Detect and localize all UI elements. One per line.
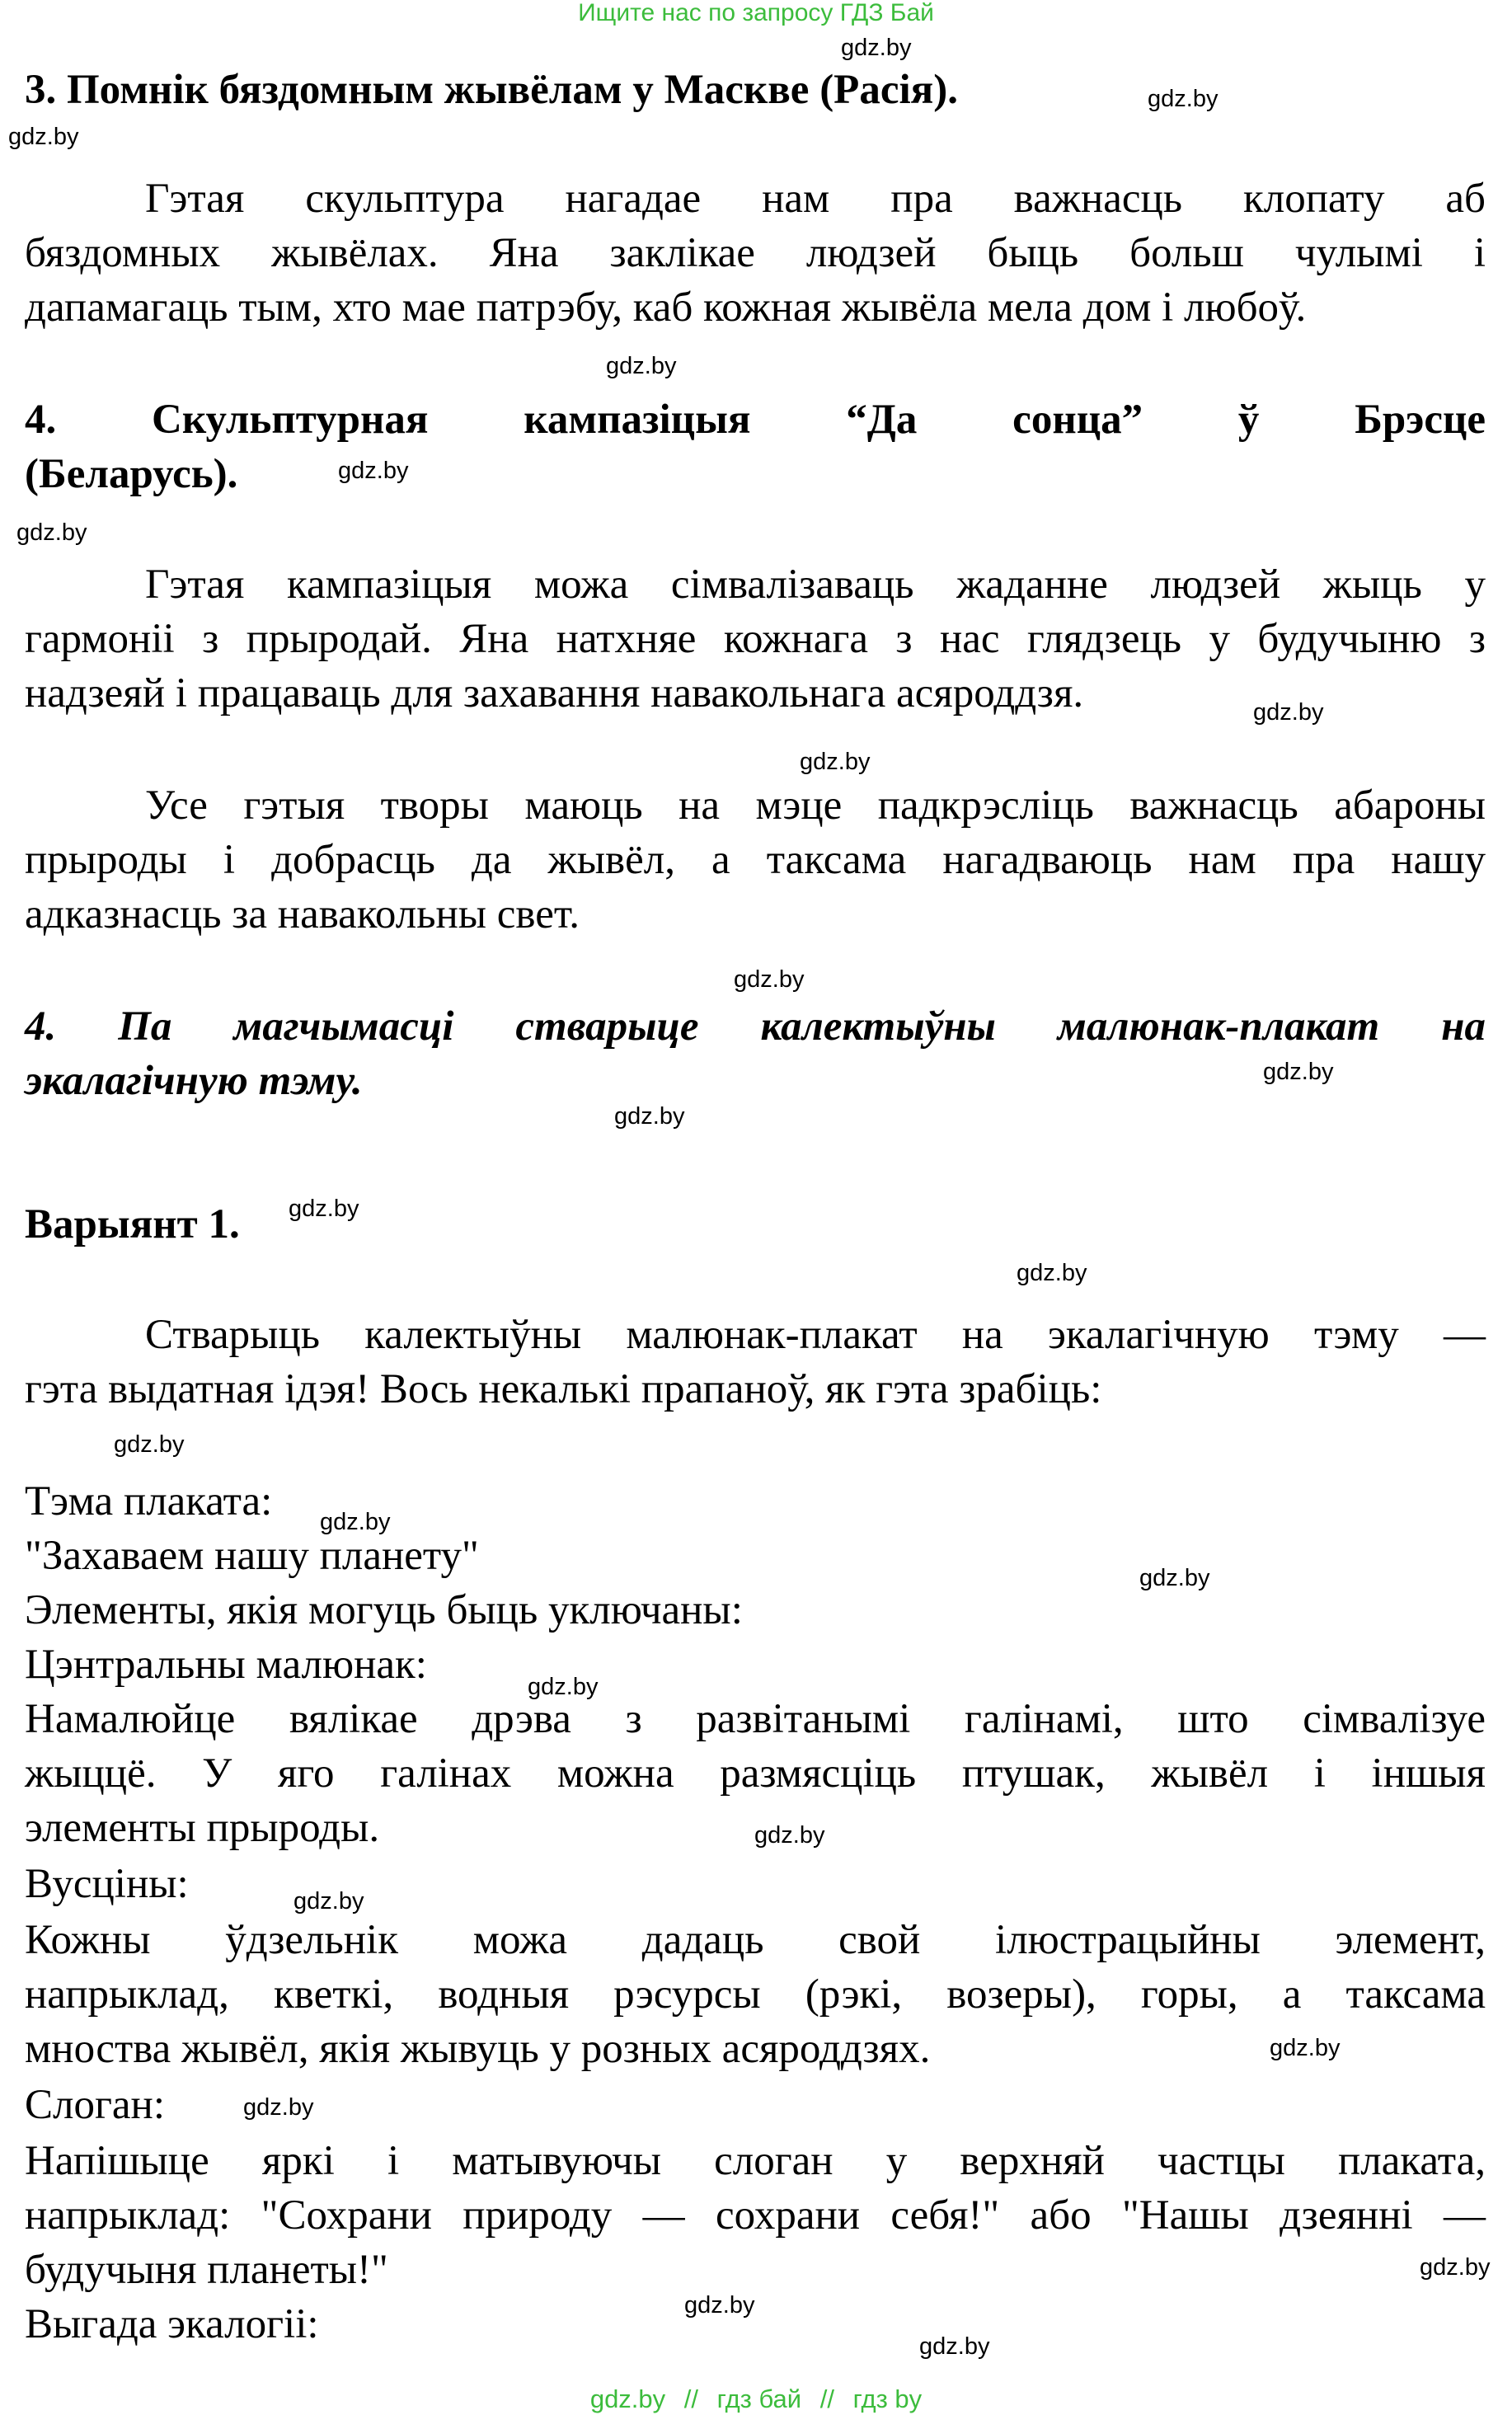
- watermark: gdz.by: [8, 124, 79, 150]
- footer-links: [0, 2384, 1512, 2414]
- intro-line: Стварыць калектыўны малюнак-плакат на экалагічную тэму —: [145, 1312, 1486, 1358]
- section3-paragraph: [25, 171, 1486, 226]
- edges-label: Вусціны:: [25, 1861, 189, 1907]
- watermark: gdz.by: [1420, 2254, 1491, 2281]
- central-paragraph-last: [25, 1801, 1486, 1855]
- section4-heading-cont: (Беларусь).: [25, 451, 238, 497]
- watermark: gdz.by: [114, 1431, 185, 1458]
- central-paragraph-cont: [25, 1746, 1486, 1801]
- section3-line: бяздомных жывёлах. Яна заклікае людзей быць больш чулымі і: [25, 230, 1486, 276]
- watermark: gdz.by: [800, 749, 871, 775]
- edges-paragraph-cont: [25, 1967, 1486, 2022]
- summary-line: Усе гэтыя творы маюць на мэце падкрэсліць важнасць абароны: [145, 782, 1486, 829]
- intro-paragraph-cont: [25, 1362, 1486, 1417]
- watermark: gdz.by: [1139, 1565, 1210, 1591]
- edges-paragraph: [25, 1913, 1486, 1967]
- section4-paragraph-cont: [25, 612, 1486, 666]
- slogan-line: напрыклад: "Сохрани природу — сохрани себя!" або "Нашы дзеянні —: [25, 2192, 1486, 2239]
- watermark: gdz.by: [841, 35, 912, 61]
- section3-line: дапамагаць тым, хто мае патрэбу, каб кожная жывёла мела дом і любоў.: [25, 284, 1307, 331]
- summary-paragraph-last: [25, 887, 1486, 942]
- intro-line: гэта выдатная ідэя! Вось некалькі прапаноў, як гэта зрабіць:: [25, 1366, 1102, 1412]
- theme-value: "Захаваем нашу планету": [25, 1533, 479, 1579]
- footer-separator: //: [819, 2384, 834, 2413]
- summary-paragraph: [25, 778, 1486, 833]
- section3-heading: 3. Помнік бяздомным жывёлам у Маскве (Расія).: [25, 67, 958, 113]
- edges-line: Кожны ўдзельнік можа дадаць свой ілюстрацыйны элемент,: [25, 1917, 1486, 1963]
- watermark: gdz.by: [528, 1674, 599, 1700]
- section4-line: гармоніі з прыродай. Яна натхняе кожнага з нас глядзець у будучыню з: [25, 616, 1486, 662]
- watermark: gdz.by: [614, 1103, 685, 1130]
- edges-line: мноства жывёл, якія жывуць у розных асяроддзях.: [25, 2026, 931, 2072]
- section3-paragraph-cont: [25, 226, 1486, 280]
- watermark: gdz.by: [684, 2292, 755, 2319]
- slogan-line: будучыня планеты!": [25, 2247, 388, 2293]
- watermark: gdz.by: [734, 966, 805, 993]
- variant-heading: Варыянт 1.: [25, 1201, 240, 1247]
- summary-paragraph-cont: [25, 833, 1486, 887]
- slogan-paragraph-last: [25, 2243, 1486, 2297]
- footer-link-gdz-bai[interactable]: гдз бай: [716, 2384, 802, 2413]
- watermark: gdz.by: [1263, 1059, 1334, 1085]
- summary-line: адказнасць за навакольны свет.: [25, 891, 580, 937]
- watermark: gdz.by: [338, 458, 409, 484]
- slogan-paragraph: [25, 2134, 1486, 2188]
- watermark: gdz.by: [293, 1888, 364, 1915]
- elements-label: Элементы, якія могуць быць уключаны:: [25, 1587, 743, 1633]
- watermark: gdz.by: [1148, 86, 1219, 112]
- section3-paragraph-last: [25, 280, 1486, 335]
- summary-line: прыроды і добрасць да жывёл, а таксама нагадваюць нам пра нашу: [25, 837, 1486, 883]
- watermark: gdz.by: [606, 353, 677, 379]
- watermark: gdz.by: [320, 1509, 391, 1535]
- section4-line: надзеяй і працаваць для захавання навакольнага асяроддзя.: [25, 670, 1084, 716]
- central-line: элементы прыроды.: [25, 1805, 380, 1851]
- watermark: gdz.by: [16, 519, 87, 546]
- central-line: жыццё. У яго галінах можна размясціць птушак, жывёл і іншыя: [25, 1750, 1486, 1797]
- watermark: gdz.by: [289, 1196, 359, 1222]
- edges-line: напрыклад, кветкі, водныя рэсурсы (рэкі, возеры), горы, а таксама: [25, 1971, 1486, 2018]
- watermark: gdz.by: [1017, 1260, 1087, 1286]
- central-line: Намалюйце вялікае дрэва з развітанымі галінамі, што сімвалізуе: [25, 1696, 1486, 1742]
- section4-heading: 4. Скульптурная кампазіцыя “Да сонца” ў Брэсце: [25, 397, 1486, 443]
- section4-paragraph: [25, 557, 1486, 612]
- task4-heading-cont: экалагічную тэму.: [25, 1058, 363, 1104]
- watermark: gdz.by: [754, 1822, 825, 1849]
- benefit-label: Выгада экалогіі:: [25, 2301, 319, 2347]
- top-banner: Ищите нас по запросу ГДЗ Бай: [578, 0, 934, 26]
- slogan-label: Слоган:: [25, 2082, 165, 2128]
- theme-label: Тэма плаката:: [25, 1478, 273, 1525]
- slogan-paragraph-cont: [25, 2188, 1486, 2243]
- watermark: gdz.by: [1270, 2035, 1341, 2061]
- watermark: gdz.by: [1253, 699, 1324, 726]
- edges-paragraph-last: [25, 2022, 1486, 2076]
- section4-line: Гэтая кампазіцыя можа сімвалізаваць жаданне людзей жыць у: [145, 561, 1486, 608]
- intro-paragraph: [25, 1308, 1486, 1362]
- central-paragraph: [25, 1692, 1486, 1746]
- watermark: gdz.by: [243, 2094, 314, 2121]
- watermark: gdz.by: [919, 2333, 990, 2360]
- footer-link-gdz[interactable]: gdz.by: [589, 2384, 666, 2413]
- slogan-line: Напішыце яркі і матывуючы слоган у верхняй частцы плаката,: [25, 2138, 1486, 2184]
- section4-paragraph-last: [25, 666, 1486, 721]
- footer-separator: //: [683, 2384, 699, 2413]
- task4-heading: 4. Па магчымасці стварыце калектыўны малюнак-плакат на: [25, 1003, 1486, 1050]
- footer-link-gdz-by[interactable]: гдз by: [852, 2384, 923, 2413]
- central-label: Цэнтральны малюнак:: [25, 1642, 427, 1688]
- section3-line: Гэтая скульптура нагадае нам пра важнасць клопату аб: [145, 176, 1486, 222]
